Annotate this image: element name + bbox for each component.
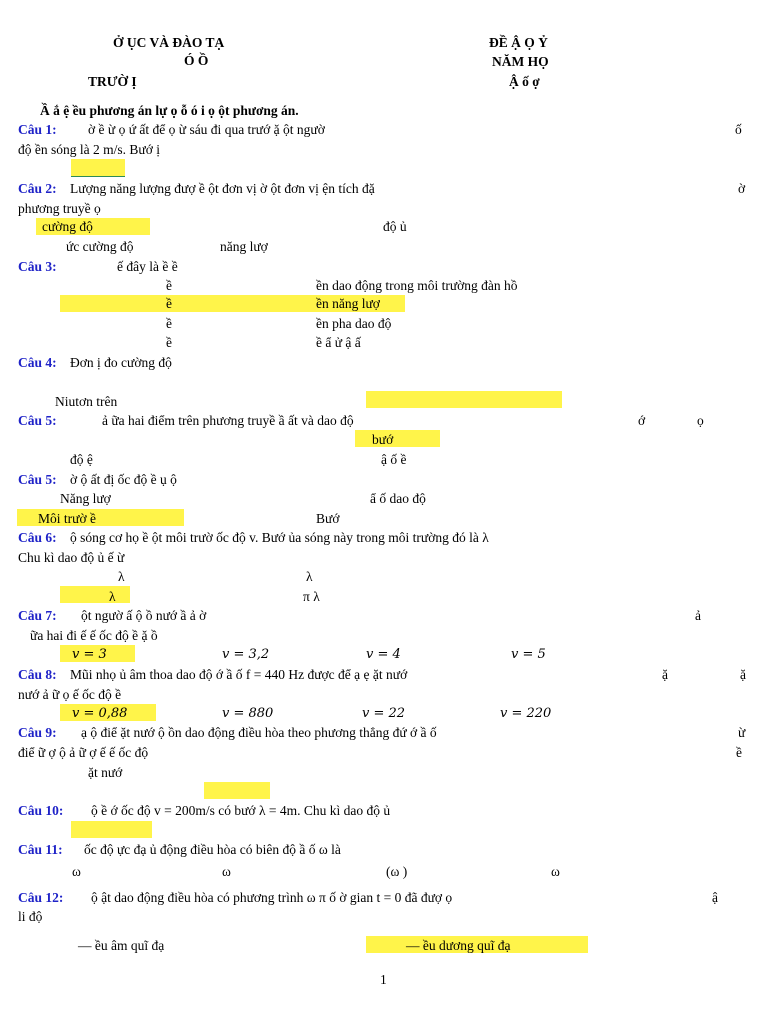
question-11-option-a: ω xyxy=(72,864,81,879)
question-7-label: Câu 7: xyxy=(18,608,57,623)
question-7-option-c: v = 4 xyxy=(366,647,401,662)
question-9-text-tail: ừ xyxy=(738,725,746,740)
question-3-option-a: ền dao động trong môi trường đàn hồ xyxy=(316,278,518,293)
question-6-option-b: λ xyxy=(306,569,313,584)
intro-instruction: Ầ ắ ệ ều phương án lự ọ ỗ ó i ọ ột phương án. xyxy=(40,103,299,118)
question-10-label: Câu 10: xyxy=(18,803,64,818)
question-9-text-line2: điể ữ ợ ộ ả ữ ợ ế ế ốc độ xyxy=(18,745,149,760)
question-9-text-line2-tail: ề xyxy=(736,745,742,760)
question-8-label: Câu 8: xyxy=(18,667,57,682)
question-12-text-tail: ậ xyxy=(712,890,718,905)
header-right-line2: NĂM HỌ xyxy=(492,54,549,69)
question-5-option-c: độ ệ xyxy=(70,452,93,467)
question-7-option-a: v = 3 xyxy=(72,647,107,662)
question-11-option-c: (ω ) xyxy=(386,864,408,879)
question-9-label: Câu 9: xyxy=(18,725,57,740)
header-left-line2: Ó Ồ xyxy=(184,53,209,68)
question-7-option-d: v = 5 xyxy=(511,647,546,662)
question-5-text: ả ữa hai điểm trên phương truyề ầ ất và dao độ xyxy=(102,413,354,428)
answer-highlight-q1 xyxy=(71,159,125,176)
question-1-label: Câu 1: xyxy=(18,122,57,137)
question-7-text-tail: ả xyxy=(695,608,701,623)
question-12-option-b: — ều dương quĩ đạ xyxy=(406,938,511,953)
question-8-option-c: v = 22 xyxy=(362,706,406,721)
question-3-text: ế đây là ề ề xyxy=(117,259,178,274)
question-5b-text: ờ ộ ất đị ốc độ ề ụ ộ xyxy=(70,472,177,487)
question-2-option-d: năng lượ xyxy=(220,239,268,254)
page-number: 1 xyxy=(380,972,387,987)
question-5b-option-b: ẩ ố dao độ xyxy=(370,491,426,506)
question-8-option-d: v = 220 xyxy=(500,706,552,721)
question-8-text: Mũi nhọ ủ âm thoa dao độ ớ ầ ố f = 440 Hz được để ạ ẹ ặt nướ xyxy=(70,667,408,682)
question-11-label: Câu 11: xyxy=(18,842,63,857)
question-5b-option-d: Bướ xyxy=(316,511,340,526)
question-3-option-d: ề ẩ ử ậ ấ xyxy=(316,335,361,350)
answer-highlight-q5 xyxy=(355,430,440,447)
question-3-label: Câu 3: xyxy=(18,259,57,274)
question-1-text-tail: ố xyxy=(735,122,742,137)
question-7-text-line2: ữa hai đi ế ế ốc độ ề ặ ồ xyxy=(30,628,158,643)
question-8-option-b: v = 880 xyxy=(222,706,274,721)
header-right-line3: Ậ ố ợ xyxy=(509,74,540,89)
question-3-option-b-prefix: ề xyxy=(166,296,172,311)
question-5-label: Câu 5: xyxy=(18,413,57,428)
question-6-label: Câu 6: xyxy=(18,530,57,545)
question-8-option-a: v = 0,88 xyxy=(72,706,128,721)
question-12-option-a: — ều âm quĩ đạ xyxy=(78,938,165,953)
question-3-option-c: ền pha dao độ xyxy=(316,316,392,331)
question-4-label: Câu 4: xyxy=(18,355,57,370)
question-1-text: ờ ề ừ ọ ứ ất để ọ ừ sáu đi qua trướ ặ ột ngườ xyxy=(88,122,325,137)
question-1-text-line2: độ ền sóng là 2 m/s. Bướ ị xyxy=(18,142,160,157)
question-4-text: Đơn ị đo cường độ xyxy=(70,355,172,370)
question-2-label: Câu 2: xyxy=(18,181,57,196)
question-5b-label: Câu 5: xyxy=(18,472,57,487)
question-7-option-b: v = 3,2 xyxy=(222,647,270,662)
header-right-line1: ĐỀ Ậ Ọ Ỷ xyxy=(489,35,548,50)
question-12-text: ộ ật dao động điều hòa có phương trình ω π ố ờ gian t = 0 đã đượ ọ xyxy=(91,890,453,905)
answer-highlight-q9 xyxy=(204,782,270,799)
question-8-text-mid: ặ xyxy=(662,667,668,682)
question-8-text-line2: nướ ả ữ ọ ế ốc độ ề xyxy=(18,687,122,702)
question-10-text: ộ ề ớ ốc độ v = 200m/s có bướ λ = 4m. Chu kì dao độ ủ xyxy=(91,803,391,818)
question-2-text-line2: phương truyề ọ xyxy=(18,201,101,216)
question-4-option-a: Niutơn trên xyxy=(55,394,118,409)
question-2-option-a: cường độ xyxy=(42,219,93,234)
header-left-line1: Ở ỤC VÀ ĐÀO TẠ xyxy=(113,35,225,50)
question-8-text-tail: ặ xyxy=(740,667,746,682)
question-3-option-d-prefix: ề xyxy=(166,335,172,350)
question-12-text-line2: li độ xyxy=(18,909,43,924)
question-5b-option-a: Năng lượ xyxy=(60,491,111,506)
question-5-text-tail: ọ xyxy=(697,413,704,428)
answer-highlight-q4 xyxy=(366,391,562,408)
question-6-text-line2: Chu kì dao độ ủ ế ừ xyxy=(18,550,125,565)
question-9-text-line3: ặt nướ xyxy=(88,765,123,780)
question-5-option-b: bướ xyxy=(372,432,394,447)
question-2-text-tail: ờ xyxy=(738,181,746,196)
answer-highlight-q10 xyxy=(71,821,152,838)
question-2-text: Lượng năng lượng đượ ề ột đơn vị ờ ột đơn vị ện tích đặ xyxy=(70,181,375,196)
question-6-text: ộ sóng cơ họ ề ột môi trườ ốc độ v. Bướ ủa sóng này trong môi trường đó là λ xyxy=(70,530,489,545)
question-2-option-c: ức cường độ xyxy=(66,239,134,254)
question-6-option-c: λ xyxy=(109,589,116,604)
question-7-text: ột ngườ ấ ộ ồ nướ ầ ả ờ xyxy=(81,608,207,623)
question-5-option-d: ậ ố ề xyxy=(381,452,407,467)
question-3-option-c-prefix: ề xyxy=(166,316,172,331)
question-11-option-b: ω xyxy=(222,864,231,879)
answer-underline-q1 xyxy=(71,176,125,177)
answer-highlight-q6 xyxy=(60,586,130,603)
header-left-line3: TRƯỜ Ị xyxy=(88,74,137,89)
question-5-text-mid: ớ xyxy=(638,413,646,428)
question-3-option-a-prefix: ề xyxy=(166,278,172,293)
question-5b-option-c: Môi trườ ề xyxy=(38,511,96,526)
question-3-option-b: ền năng lượ xyxy=(316,296,380,311)
question-6-option-d: π λ xyxy=(303,589,320,604)
question-6-option-a: λ xyxy=(118,569,125,584)
question-11-option-d: ω xyxy=(551,864,560,879)
question-12-label: Câu 12: xyxy=(18,890,64,905)
question-2-option-b: độ ủ xyxy=(383,219,407,234)
question-9-text: ạ ộ điể ặt nướ ộ ồn dao động điều hòa theo phương thẳng đứ ớ ầ ố xyxy=(81,725,437,740)
question-11-text: ốc độ ực đạ ủ động điều hòa có biên độ ầ ố ω là xyxy=(84,842,341,857)
